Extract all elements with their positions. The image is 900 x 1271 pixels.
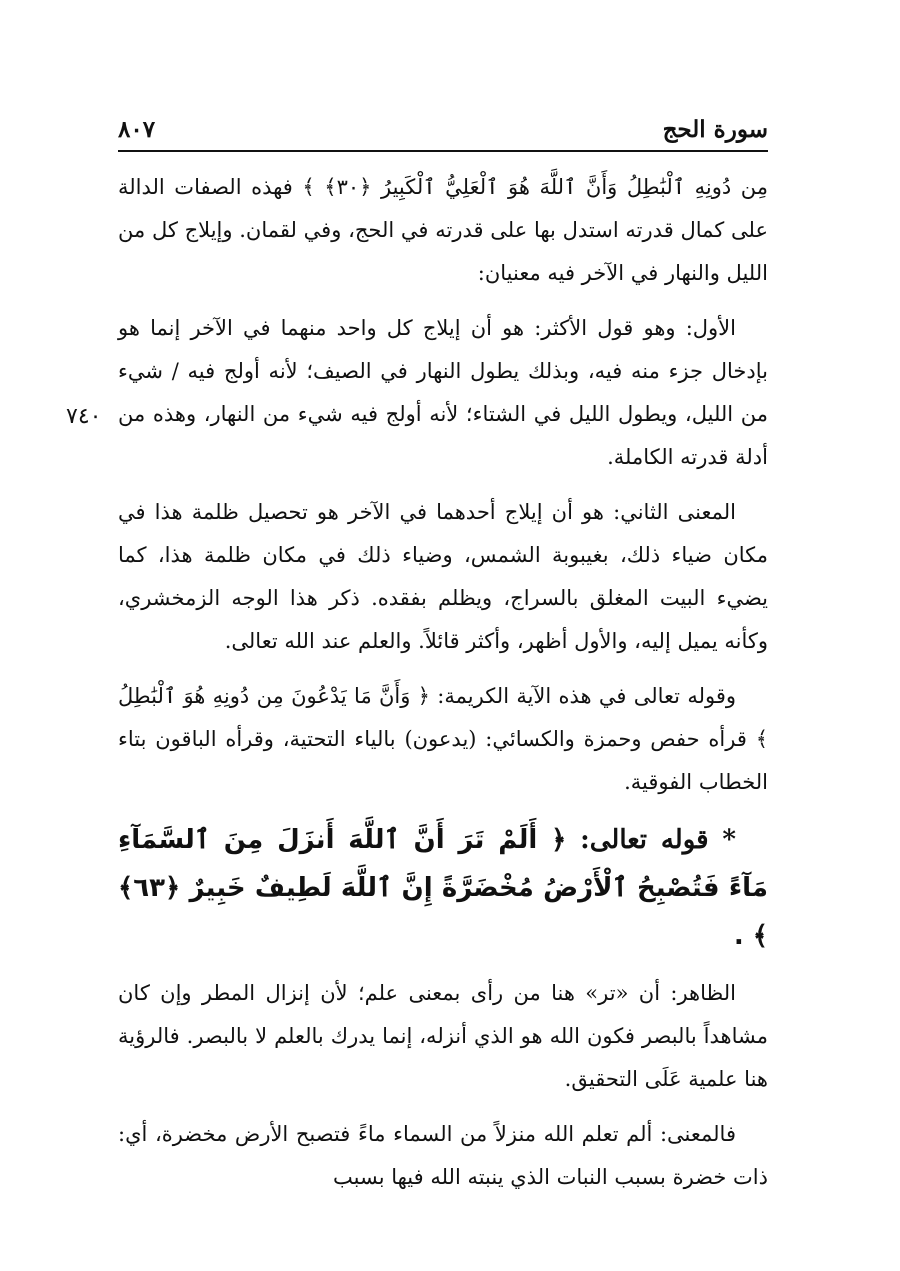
paragraph-text: قرأه حفص وحمزة والكسائي: (يدعون) بالياء التحتية، وقرأه الباقون بتاء الخطاب الفوقية. — [118, 727, 768, 794]
header-rule — [118, 150, 768, 152]
page-header — [118, 112, 768, 152]
paragraph-1 — [118, 166, 768, 295]
paragraph-text: وقوله تعالى في هذه الآية الكريمة: — [430, 684, 737, 708]
paragraph-6: الظاهر: أن «تر» هنا من رأى بمعنى علم؛ لأن إنزال المطر وإن كان مشاهداً بالبصر فكون الله هو الذي أنزله، إنما يدرك بالعلم لا بالبصر. فالرؤية هنا علمية عَلَى التحقيق. — [118, 981, 768, 1091]
page-body — [118, 166, 768, 1211]
quran-excerpt: ﴿ وَأَنَّ مَا يَدْعُونَ مِن دُونِهِ هُوَ ٱلْبَٰطِلُ ﴾ — [118, 684, 768, 751]
margin-reference-number: ٧٤٠ — [66, 404, 102, 429]
verse-heading-paragraph — [118, 816, 768, 960]
verse-heading: * قوله تعالى: — [566, 825, 737, 855]
paragraph-2: الأول: وهو قول الأكثر: هو أن إيلاج كل واحد منهما في الآخر إنما هو بإدخال جزء منه فيه، وبذلك يطول النهار في الصيف؛ لأنه أولج فيه / شيء من الليل، ويطول الليل في الشتاء؛ لأنه أولج فيه شيء من النهار، وهذه من أدلة قدرته الكاملة. — [118, 316, 768, 469]
paragraph-text: فهذه الصفات الدالة على كمال قدرته استدل بها على قدرته في الحج، وفي لقمان. وإيلاج كل من الليل والنهار في الآخر فيه معنيان: — [118, 175, 768, 285]
paragraph-3: المعنى الثاني: هو أن إيلاج أحدهما في الآخر هو تحصيل ظلمة هذا في مكان ضياء ذلك، بغيبوبة الشمس، وضياء ذلك في مكان ظلمة هذا، كما يضيء البيت المغلق بالسراج، ويظلم بفقده. ذكر هذا الوجه الزمخشري، وكأنه يميل إليه، والأول أظهر، وأكثر قائلاً. والعلم عند الله تعالى. — [118, 500, 768, 653]
quran-excerpt: مِن دُونِهِ ٱلْبَٰطِلُ وَأَنَّ ٱللَّهَ هُوَ ٱلْعَلِيُّ ٱلْكَبِيرُ ﴿٣٠﴾ ﴾ — [302, 175, 768, 199]
paragraph-7: فالمعنى: ألم تعلم الله منزلاً من السماء ماءً فتصبح الأرض مخضرة، أي: ذات خضرة بسبب النبات الذي ينبته الله فيها بسبب — [118, 1122, 768, 1189]
page-number: ٨٠٧ — [118, 116, 156, 143]
surah-title: سورة الحج — [662, 116, 768, 143]
quran-verse: ﴿ أَلَمْ تَرَ أَنَّ ٱللَّهَ أَنزَلَ مِنَ ٱلسَّمَآءِ مَآءً فَتُصْبِحُ ٱلْأَرْضُ مُخْضَرَّةً إِنَّ ٱللَّهَ لَطِيفٌ خَبِيرٌ ﴿٦٣﴾ ﴾ . — [118, 825, 768, 951]
paragraph-4 — [118, 675, 768, 804]
